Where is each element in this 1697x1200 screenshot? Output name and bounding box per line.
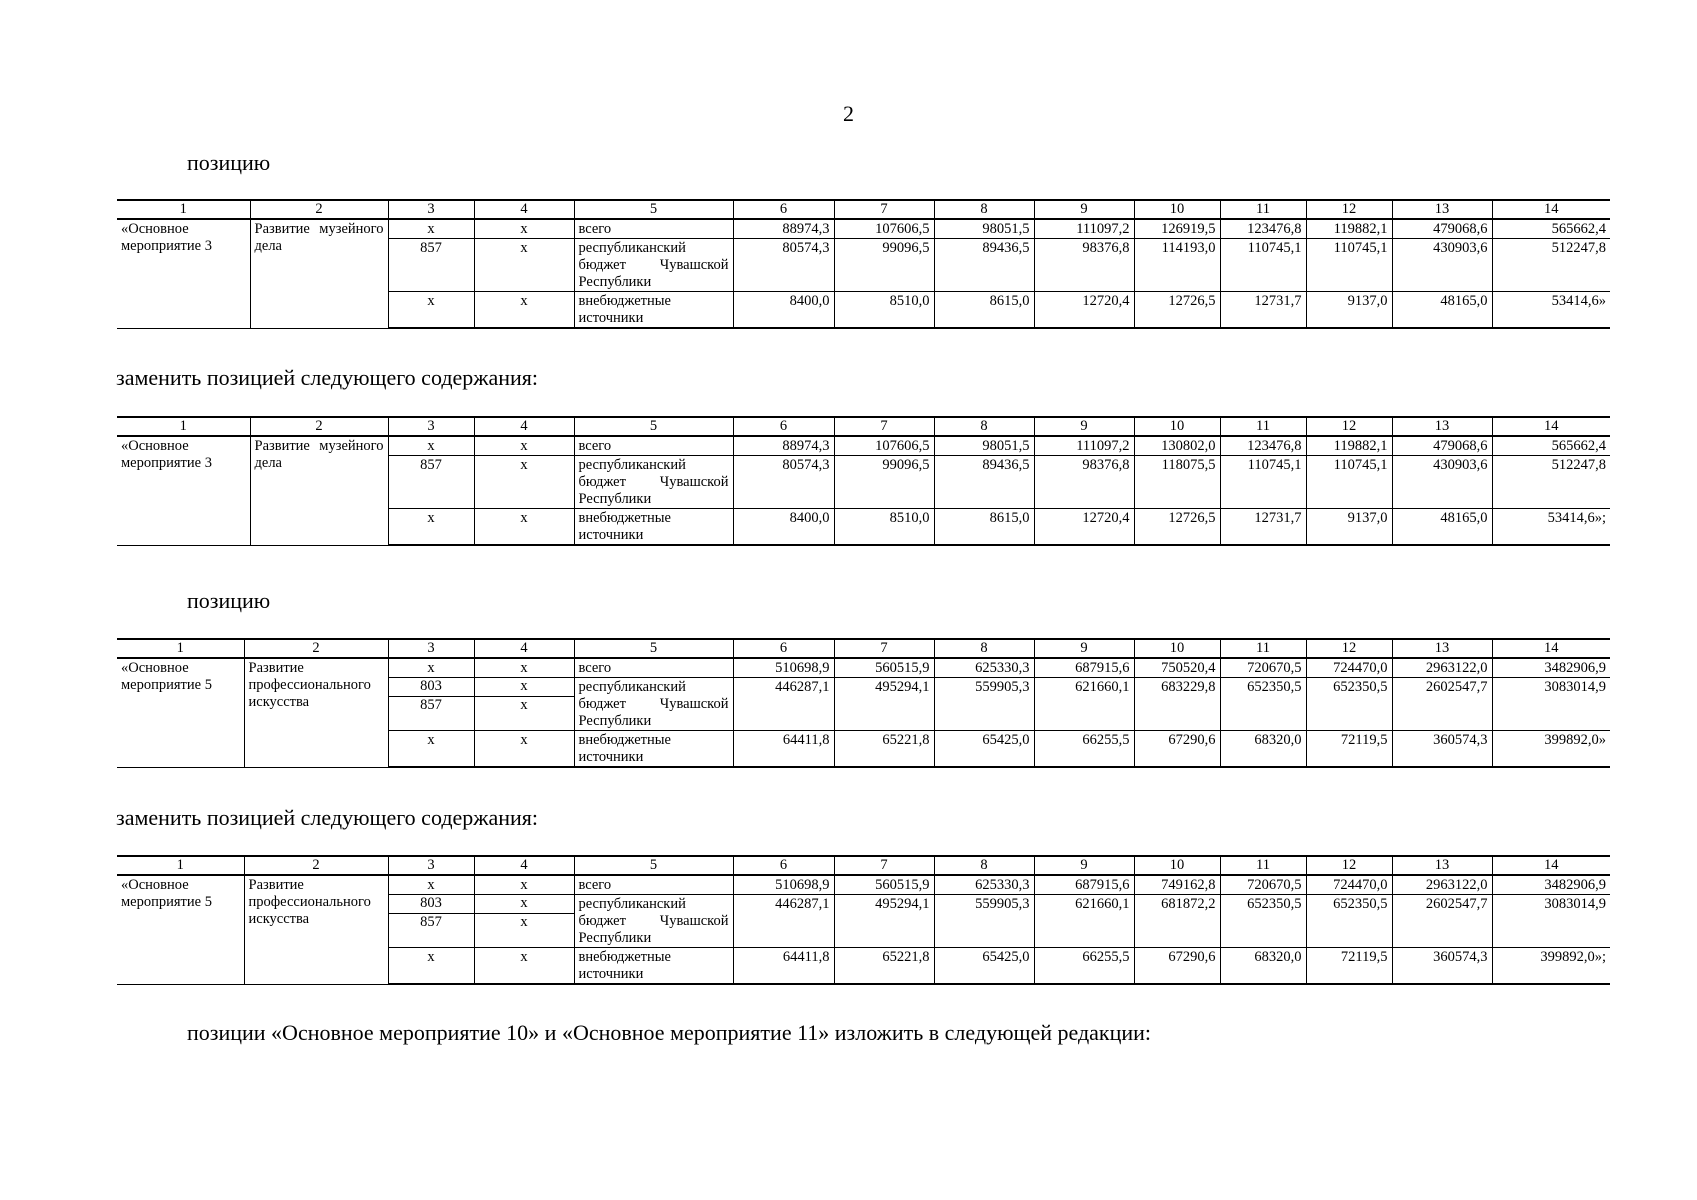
header-cell: 14 xyxy=(1492,639,1610,658)
table-header-row xyxy=(117,200,1610,219)
header-cell: 3 xyxy=(388,200,474,219)
value-cell: 621660,1 xyxy=(1034,895,1134,948)
value-cell: 8615,0 xyxy=(934,509,1034,546)
code-cell xyxy=(474,678,574,731)
header-cell: 10 xyxy=(1134,639,1220,658)
header-cell: 5 xyxy=(574,200,733,219)
code-cell: x xyxy=(474,456,574,509)
value-cell: 88974,3 xyxy=(733,219,834,239)
value-cell: 80574,3 xyxy=(733,239,834,292)
header-cell: 10 xyxy=(1134,417,1220,436)
value-cell: 495294,1 xyxy=(834,895,934,948)
value-cell: 98051,5 xyxy=(934,436,1034,456)
code-cell: 857 xyxy=(388,456,474,509)
code-cell: x xyxy=(474,219,574,239)
header-cell: 2 xyxy=(244,639,388,658)
header-cell: 12 xyxy=(1306,200,1392,219)
paragraph-position-1: позицию xyxy=(187,150,271,175)
code-x: x xyxy=(520,914,528,930)
header-cell: 10 xyxy=(1134,200,1220,219)
value-cell: 2602547,7 xyxy=(1392,895,1492,948)
source-cell: всего xyxy=(574,875,733,895)
value-cell: 652350,5 xyxy=(1306,895,1392,948)
value-cell: 446287,1 xyxy=(733,895,834,948)
header-cell: 9 xyxy=(1034,856,1134,875)
value-cell: 72119,5 xyxy=(1306,731,1392,768)
value-cell: 652350,5 xyxy=(1306,678,1392,731)
event-name-cell: «Основное мероприятие 5 xyxy=(117,875,244,984)
value-cell: 2963122,0 xyxy=(1392,875,1492,895)
value-cell: 53414,6» xyxy=(1492,292,1610,329)
code-cell: x xyxy=(474,436,574,456)
value-cell: 652350,5 xyxy=(1220,678,1306,731)
value-cell: 65221,8 xyxy=(834,948,934,985)
value-cell: 9137,0 xyxy=(1306,292,1392,329)
paragraph-events-10-11: позиции «Основное мероприятие 10» и «Основное мероприятие 11» изложить в следующей редакции: xyxy=(187,1020,1152,1045)
value-cell: 3083014,9 xyxy=(1492,895,1610,948)
header-cell: 4 xyxy=(474,200,574,219)
header-cell: 7 xyxy=(834,417,934,436)
value-cell: 99096,5 xyxy=(834,456,934,509)
header-cell: 1 xyxy=(117,639,244,658)
header-cell: 13 xyxy=(1392,200,1492,219)
value-cell: 12726,5 xyxy=(1134,509,1220,546)
value-cell: 12720,4 xyxy=(1034,292,1134,329)
value-cell: 111097,2 xyxy=(1034,219,1134,239)
value-cell: 110745,1 xyxy=(1306,456,1392,509)
header-cell: 11 xyxy=(1220,417,1306,436)
value-cell: 625330,3 xyxy=(934,875,1034,895)
value-cell: 80574,3 xyxy=(733,456,834,509)
value-cell: 621660,1 xyxy=(1034,678,1134,731)
value-cell: 12720,4 xyxy=(1034,509,1134,546)
table-row xyxy=(117,875,1610,895)
header-cell: 6 xyxy=(733,856,834,875)
code-cell: x xyxy=(474,875,574,895)
value-cell: 399892,0»; xyxy=(1492,948,1610,985)
table-row xyxy=(117,219,1610,239)
value-cell: 119882,1 xyxy=(1306,436,1392,456)
value-cell: 683229,8 xyxy=(1134,678,1220,731)
event-title-cell: Развитие музейного дела xyxy=(250,219,388,328)
header-cell: 5 xyxy=(574,639,733,658)
value-cell: 510698,9 xyxy=(733,875,834,895)
source-cell: республиканский бюджет Чувашской Республики xyxy=(574,895,733,948)
code-cell: x xyxy=(388,731,474,768)
value-cell: 512247,8 xyxy=(1492,456,1610,509)
value-cell: 98051,5 xyxy=(934,219,1034,239)
value-cell: 687915,6 xyxy=(1034,875,1134,895)
value-cell: 65221,8 xyxy=(834,731,934,768)
value-cell: 750520,4 xyxy=(1134,658,1220,678)
paragraph-replace-2: заменить позицией следующего содержания: xyxy=(116,805,539,830)
code-cell: x xyxy=(388,292,474,329)
value-cell: 64411,8 xyxy=(733,731,834,768)
header-cell: 2 xyxy=(250,200,388,219)
code-cell: x xyxy=(474,509,574,546)
value-cell: 65425,0 xyxy=(934,731,1034,768)
value-cell: 64411,8 xyxy=(733,948,834,985)
header-cell: 8 xyxy=(934,200,1034,219)
value-cell: 107606,5 xyxy=(834,219,934,239)
event-title-cell: Развитие профессионального искусства xyxy=(244,658,388,767)
value-cell: 119882,1 xyxy=(1306,219,1392,239)
value-cell: 3083014,9 xyxy=(1492,678,1610,731)
source-cell: внебюджетные источники xyxy=(574,731,733,768)
source-cell: республиканский бюджет Чувашской Республики xyxy=(574,456,733,509)
header-cell: 4 xyxy=(474,856,574,875)
header-cell: 14 xyxy=(1492,417,1610,436)
code-857: 857 xyxy=(420,914,442,930)
value-cell: 89436,5 xyxy=(934,456,1034,509)
table-position-event-5-old xyxy=(117,638,1610,768)
source-cell: всего xyxy=(574,436,733,456)
header-cell: 5 xyxy=(574,417,733,436)
code-cell: x xyxy=(388,219,474,239)
value-cell: 68320,0 xyxy=(1220,948,1306,985)
value-cell: 12731,7 xyxy=(1220,292,1306,329)
header-cell: 11 xyxy=(1220,200,1306,219)
value-cell: 68320,0 xyxy=(1220,731,1306,768)
value-cell: 625330,3 xyxy=(934,658,1034,678)
value-cell: 118075,5 xyxy=(1134,456,1220,509)
value-cell: 65425,0 xyxy=(934,948,1034,985)
header-cell: 1 xyxy=(117,856,244,875)
header-cell: 8 xyxy=(934,639,1034,658)
code-cell: x xyxy=(474,731,574,768)
value-cell: 2602547,7 xyxy=(1392,678,1492,731)
header-cell: 3 xyxy=(388,639,474,658)
code-803: 803 xyxy=(389,678,474,697)
paragraph-replace-1: заменить позицией следующего содержания: xyxy=(116,365,539,390)
value-cell: 48165,0 xyxy=(1392,509,1492,546)
header-cell: 7 xyxy=(834,200,934,219)
value-cell: 560515,9 xyxy=(834,658,934,678)
value-cell: 72119,5 xyxy=(1306,948,1392,985)
value-cell: 8510,0 xyxy=(834,292,934,329)
value-cell: 53414,6»; xyxy=(1492,509,1610,546)
value-cell: 3482906,9 xyxy=(1492,875,1610,895)
page-number: 2 xyxy=(843,101,854,126)
header-cell: 12 xyxy=(1306,417,1392,436)
value-cell: 48165,0 xyxy=(1392,292,1492,329)
header-cell: 10 xyxy=(1134,856,1220,875)
value-cell: 446287,1 xyxy=(733,678,834,731)
source-cell: внебюджетные источники xyxy=(574,509,733,546)
event-name-cell: «Основное мероприятие 3 xyxy=(117,436,250,545)
code-cell: x xyxy=(474,292,574,329)
value-cell: 399892,0» xyxy=(1492,731,1610,768)
value-cell: 495294,1 xyxy=(834,678,934,731)
value-cell: 652350,5 xyxy=(1220,895,1306,948)
header-cell: 13 xyxy=(1392,639,1492,658)
value-cell: 8400,0 xyxy=(733,509,834,546)
value-cell: 99096,5 xyxy=(834,239,934,292)
value-cell: 66255,5 xyxy=(1034,948,1134,985)
code-cell xyxy=(388,895,474,948)
value-cell: 512247,8 xyxy=(1492,239,1610,292)
code-cell: x xyxy=(474,239,574,292)
value-cell: 559905,3 xyxy=(934,895,1034,948)
source-cell: внебюджетные источники xyxy=(574,948,733,985)
table-row xyxy=(117,436,1610,456)
table-header-row xyxy=(117,639,1610,658)
value-cell: 479068,6 xyxy=(1392,436,1492,456)
table-position-event-3-new xyxy=(117,416,1610,546)
value-cell: 687915,6 xyxy=(1034,658,1134,678)
code-cell: 857 xyxy=(388,239,474,292)
header-cell: 13 xyxy=(1392,856,1492,875)
header-cell: 2 xyxy=(250,417,388,436)
source-cell: республиканский бюджет Чувашской Республики xyxy=(574,678,733,731)
header-cell: 5 xyxy=(574,856,733,875)
header-cell: 7 xyxy=(834,639,934,658)
value-cell: 510698,9 xyxy=(733,658,834,678)
value-cell: 724470,0 xyxy=(1306,658,1392,678)
code-x: x xyxy=(520,697,528,713)
value-cell: 681872,2 xyxy=(1134,895,1220,948)
value-cell: 8510,0 xyxy=(834,509,934,546)
header-cell: 11 xyxy=(1220,856,1306,875)
header-cell: 11 xyxy=(1220,639,1306,658)
table-row xyxy=(117,658,1610,678)
code-857: 857 xyxy=(420,697,442,713)
header-cell: 7 xyxy=(834,856,934,875)
value-cell: 126919,5 xyxy=(1134,219,1220,239)
value-cell: 8400,0 xyxy=(733,292,834,329)
header-cell: 8 xyxy=(934,417,1034,436)
value-cell: 360574,3 xyxy=(1392,948,1492,985)
header-cell: 1 xyxy=(117,417,250,436)
value-cell: 560515,9 xyxy=(834,875,934,895)
value-cell: 123476,8 xyxy=(1220,219,1306,239)
header-cell: 2 xyxy=(244,856,388,875)
value-cell: 3482906,9 xyxy=(1492,658,1610,678)
value-cell: 430903,6 xyxy=(1392,456,1492,509)
source-cell: республиканский бюджет Чувашской Республики xyxy=(574,239,733,292)
header-cell: 9 xyxy=(1034,200,1134,219)
header-cell: 3 xyxy=(388,856,474,875)
header-cell: 4 xyxy=(474,417,574,436)
code-cell xyxy=(474,895,574,948)
value-cell: 89436,5 xyxy=(934,239,1034,292)
value-cell: 8615,0 xyxy=(934,292,1034,329)
code-cell: x xyxy=(388,509,474,546)
event-name-cell: «Основное мероприятие 3 xyxy=(117,219,250,328)
table-position-event-5-new xyxy=(117,855,1610,985)
value-cell: 724470,0 xyxy=(1306,875,1392,895)
code-cell: x xyxy=(388,875,474,895)
header-cell: 3 xyxy=(388,417,474,436)
table-header-row xyxy=(117,856,1610,875)
source-cell: внебюджетные источники xyxy=(574,292,733,329)
paragraph-position-2: позицию xyxy=(187,588,271,613)
value-cell: 114193,0 xyxy=(1134,239,1220,292)
value-cell: 2963122,0 xyxy=(1392,658,1492,678)
value-cell: 110745,1 xyxy=(1306,239,1392,292)
value-cell: 110745,1 xyxy=(1220,456,1306,509)
value-cell: 67290,6 xyxy=(1134,731,1220,768)
header-cell: 9 xyxy=(1034,417,1134,436)
value-cell: 107606,5 xyxy=(834,436,934,456)
code-cell: x xyxy=(388,436,474,456)
header-cell: 6 xyxy=(733,200,834,219)
value-cell: 430903,6 xyxy=(1392,239,1492,292)
value-cell: 559905,3 xyxy=(934,678,1034,731)
value-cell: 66255,5 xyxy=(1034,731,1134,768)
code-803: 803 xyxy=(389,895,474,914)
value-cell: 360574,3 xyxy=(1392,731,1492,768)
value-cell: 565662,4 xyxy=(1492,219,1610,239)
value-cell: 720670,5 xyxy=(1220,658,1306,678)
table-header-row xyxy=(117,417,1610,436)
code-x: x xyxy=(475,895,574,914)
table-position-event-3-old xyxy=(117,199,1610,329)
code-x: x xyxy=(475,678,574,697)
header-cell: 13 xyxy=(1392,417,1492,436)
header-cell: 1 xyxy=(117,200,250,219)
value-cell: 9137,0 xyxy=(1306,509,1392,546)
code-cell: x xyxy=(474,948,574,985)
value-cell: 110745,1 xyxy=(1220,239,1306,292)
header-cell: 9 xyxy=(1034,639,1134,658)
code-cell: x xyxy=(474,658,574,678)
code-cell: x xyxy=(388,658,474,678)
event-name-cell: «Основное мероприятие 5 xyxy=(117,658,244,767)
value-cell: 720670,5 xyxy=(1220,875,1306,895)
value-cell: 88974,3 xyxy=(733,436,834,456)
value-cell: 479068,6 xyxy=(1392,219,1492,239)
code-cell: x xyxy=(388,948,474,985)
value-cell: 98376,8 xyxy=(1034,239,1134,292)
source-cell: всего xyxy=(574,658,733,678)
value-cell: 111097,2 xyxy=(1034,436,1134,456)
source-cell: всего xyxy=(574,219,733,239)
value-cell: 749162,8 xyxy=(1134,875,1220,895)
header-cell: 14 xyxy=(1492,856,1610,875)
header-cell: 12 xyxy=(1306,639,1392,658)
header-cell: 14 xyxy=(1492,200,1610,219)
value-cell: 12726,5 xyxy=(1134,292,1220,329)
value-cell: 123476,8 xyxy=(1220,436,1306,456)
value-cell: 12731,7 xyxy=(1220,509,1306,546)
value-cell: 130802,0 xyxy=(1134,436,1220,456)
value-cell: 98376,8 xyxy=(1034,456,1134,509)
value-cell: 67290,6 xyxy=(1134,948,1220,985)
code-cell xyxy=(388,678,474,731)
header-cell: 8 xyxy=(934,856,1034,875)
header-cell: 12 xyxy=(1306,856,1392,875)
header-cell: 6 xyxy=(733,417,834,436)
event-title-cell: Развитие музейного дела xyxy=(250,436,388,545)
value-cell: 565662,4 xyxy=(1492,436,1610,456)
header-cell: 6 xyxy=(733,639,834,658)
header-cell: 4 xyxy=(474,639,574,658)
event-title-cell: Развитие профессионального искусства xyxy=(244,875,388,984)
